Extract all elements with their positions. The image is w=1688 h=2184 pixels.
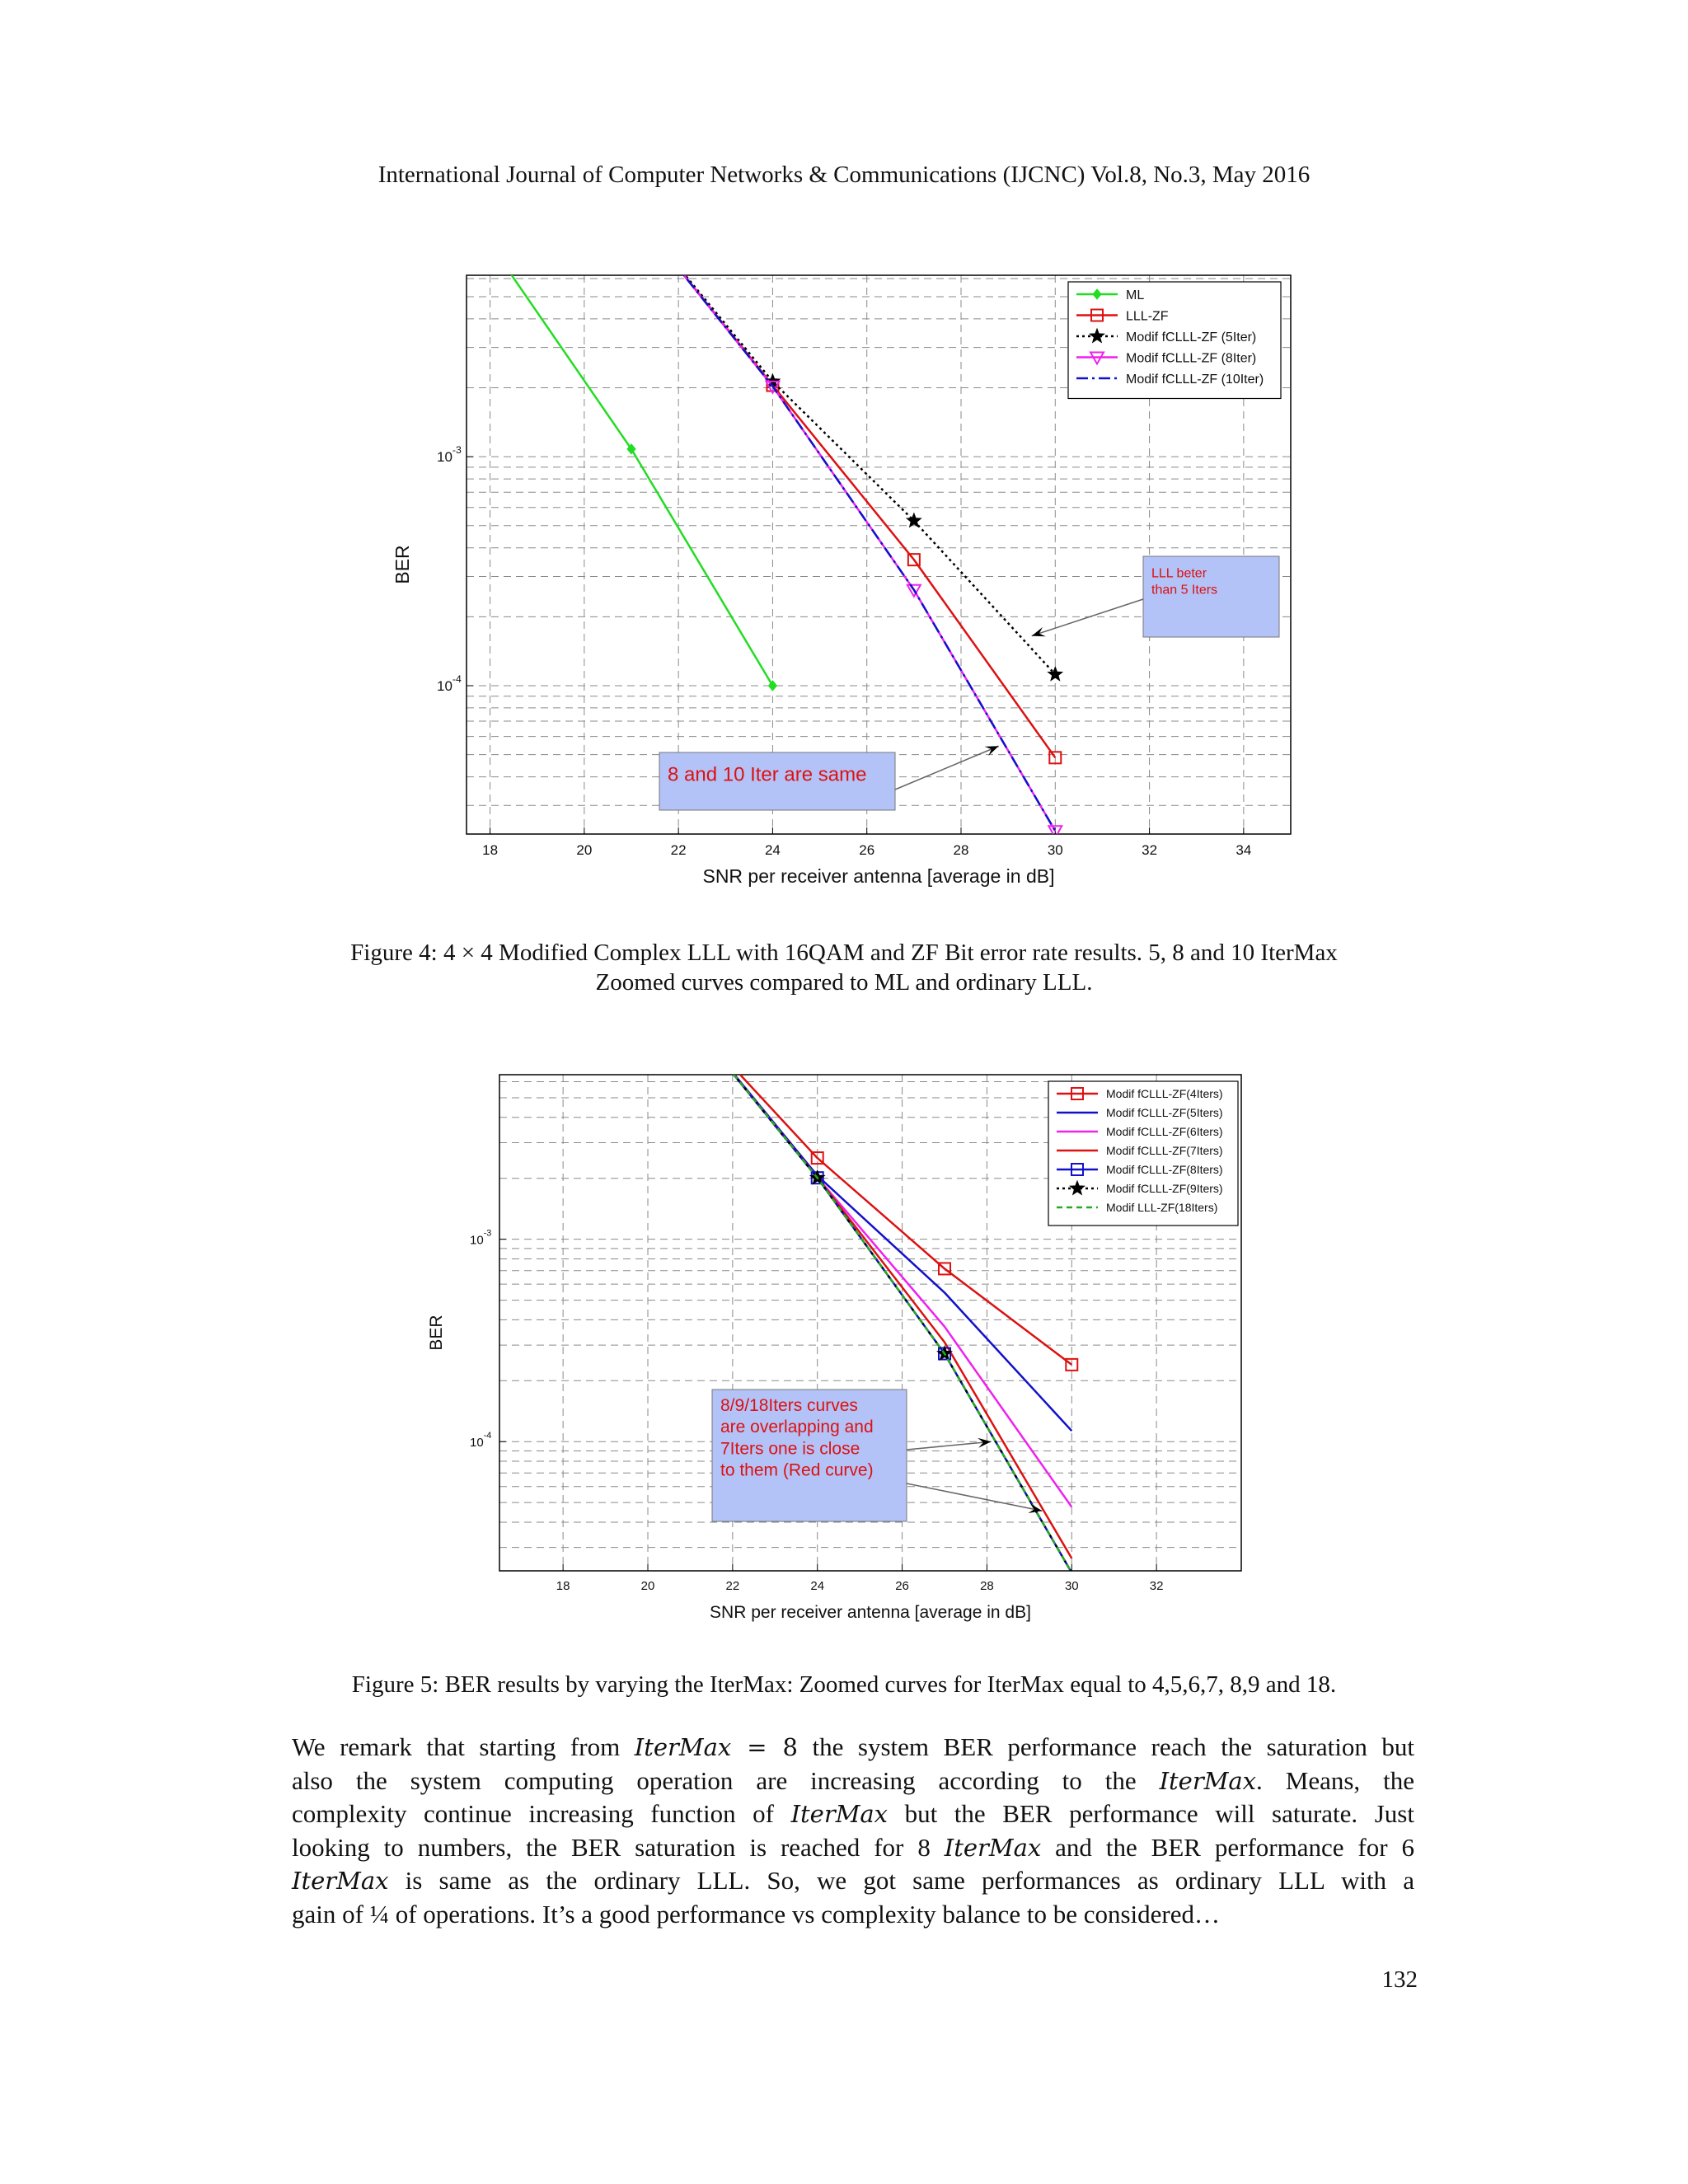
annotation-text-line: than 5 Iters [1151,583,1218,598]
legend [1068,282,1281,399]
text-run: complexity continue increasing function of [292,1799,791,1829]
y-tick-exponent: -3 [452,444,462,457]
legend-entry-modif-fclll-zf-5iters: Modif fCLLL-ZF(5Iters) [1106,1106,1223,1120]
figure-5-caption [272,1670,1416,1699]
text-run: the system BER performance reach the saturation but [797,1732,1415,1761]
math-itermax: IterMax [944,1833,1042,1862]
annotation-text-line: 7Iters one is close [720,1439,860,1459]
math-itermax: IterMax [1159,1766,1257,1795]
y-tick-label [470,1229,491,1248]
y-tick-base: 10 [437,678,452,695]
text-run: also the system computing operation are increasing according to the [292,1765,1160,1795]
x-tick-label: 24 [764,842,781,858]
figure-5 [427,1063,1261,1624]
legend [1048,1081,1238,1226]
body-paragraph [292,1731,1414,1932]
journal-header: International Journal of Computer Networks & Communications (IJCNC) Vol.8, No.3, May 2016 [377,162,1311,188]
legend-entry-modif-fclll-zf-8iters: Modif fCLLL-ZF(8Iters) [1106,1163,1223,1177]
legend-entry-modif-fclll-zf-7iters: Modif fCLLL-ZF(7Iters) [1106,1144,1223,1158]
legend-entry-modif-fclll-zf-6iters: Modif fCLLL-ZF(6Iters) [1106,1125,1223,1139]
annotation-text-line: to them (Red curve) [720,1460,874,1480]
paragraph-line-6 [292,1898,1414,1932]
text-run: but the BER performance will saturate. Just [888,1799,1414,1829]
figure-4-caption-line-1: Figure 4: 4 × 4 Modified Complex LLL with 16QAM and ZF Bit error rate results. 5, 8 and 10 IterMax [350,940,1338,966]
paragraph-line-4 [292,1831,1414,1865]
x-tick-labels [556,1579,1164,1593]
legend-entry-modif-fclll-zf-5iter: Modif fCLLL-ZF (5Iter) [1126,330,1257,344]
paragraph-line-5 [292,1864,1414,1898]
x-tick-label: 26 [895,1579,909,1593]
annotation-text-line: 8/9/18Iters curves [720,1395,858,1415]
annotation-text-line: are overlapping and [720,1418,874,1437]
text-run: and the BER performance for 6 [1041,1832,1415,1862]
page-number: 132 [1381,1966,1418,1993]
x-tick-label: 20 [576,842,593,858]
x-tick-label: 32 [1149,1579,1164,1593]
legend-entry-modif-fclll-zf-9iters: Modif fCLLL-ZF(9Iters) [1106,1182,1223,1196]
legend-entry-modif-fclll-zf-4iters: Modif fCLLL-ZF(4Iters) [1106,1087,1223,1101]
math-itermax: IterMax [634,1733,732,1761]
annotation-text-line: LLL beter [1151,566,1207,581]
y-tick-base: 10 [470,1233,484,1248]
y-axis-label: BER [392,545,413,584]
figure-4-caption [272,938,1416,997]
text-run: . Means, the [1256,1765,1414,1795]
x-tick-label: 28 [953,842,969,858]
y-tick-base: 10 [470,1436,484,1451]
x-tick-label: 34 [1236,842,1252,858]
legend-entry-lll-zf: LLL-ZF [1126,309,1169,324]
y-tick-exponent: -4 [483,1431,492,1441]
x-tick-label: 22 [670,842,687,858]
text-run: is same as the ordinary LLL. So, we got same performances as ordinary LLL with a [388,1866,1414,1896]
text-run: looking to numbers, the BER saturation is reached for 8 [292,1832,945,1862]
figure-5-chart [427,1063,1261,1624]
x-tick-label: 30 [1047,842,1063,858]
x-tick-label: 22 [725,1579,740,1593]
x-tick-label: 26 [859,842,875,858]
text-run: We remark that starting from [292,1732,635,1761]
paragraph-line-1 [292,1731,1414,1765]
math-equals-8: = 8 [731,1733,798,1761]
x-tick-label: 32 [1142,842,1158,858]
x-tick-label: 24 [810,1579,825,1593]
legend-entry-modif-fclll-zf-10iter: Modif fCLLL-ZF (10Iter) [1126,372,1264,387]
legend-entry-modif-fclll-zf-8iter: Modif fCLLL-ZF (8Iter) [1126,351,1257,366]
legend-entry-ml: ML [1126,288,1145,302]
x-tick-labels [482,842,1251,858]
x-tick-label: 18 [556,1579,570,1593]
math-itermax: IterMax [790,1800,889,1829]
x-tick-label: 28 [980,1579,994,1593]
y-tick-label [470,1431,491,1450]
math-itermax: IterMax [292,1867,389,1896]
annotation-text-line: 8 and 10 Iter are same [668,763,867,786]
legend-entry-modif-lll-zf-18iters: Modif LLL-ZF(18Iters) [1106,1201,1218,1215]
y-tick-exponent: -4 [452,673,462,686]
figure-4-chart [392,264,1294,890]
paragraph-line-3 [292,1797,1414,1831]
y-tick-label [437,444,462,465]
y-tick-exponent: -3 [483,1228,492,1239]
y-axis-label: BER [427,1315,446,1351]
figure-4-caption-line-2: Zoomed curves compared to ML and ordinary LLL. [595,969,1093,996]
figure-5-caption-line: Figure 5: BER results by varying the IterMax: Zoomed curves for IterMax equal to 4,5,6,7, 8,9 and 18. [351,1671,1337,1698]
text-run: gain of ¼ of operations. It’s a good performance vs complexity balance to be considered… [292,1899,1220,1929]
x-axis-label: SNR per receiver antenna [average in dB] [702,865,1055,887]
y-tick-base: 10 [437,449,452,466]
x-tick-label: 20 [640,1579,655,1593]
y-tick-label [437,673,462,694]
x-tick-label: 30 [1064,1579,1079,1593]
x-tick-label: 18 [482,842,499,858]
figure-4 [392,264,1294,890]
x-axis-label: SNR per receiver antenna [average in dB] [710,1603,1031,1622]
paragraph-line-2 [292,1765,1414,1798]
